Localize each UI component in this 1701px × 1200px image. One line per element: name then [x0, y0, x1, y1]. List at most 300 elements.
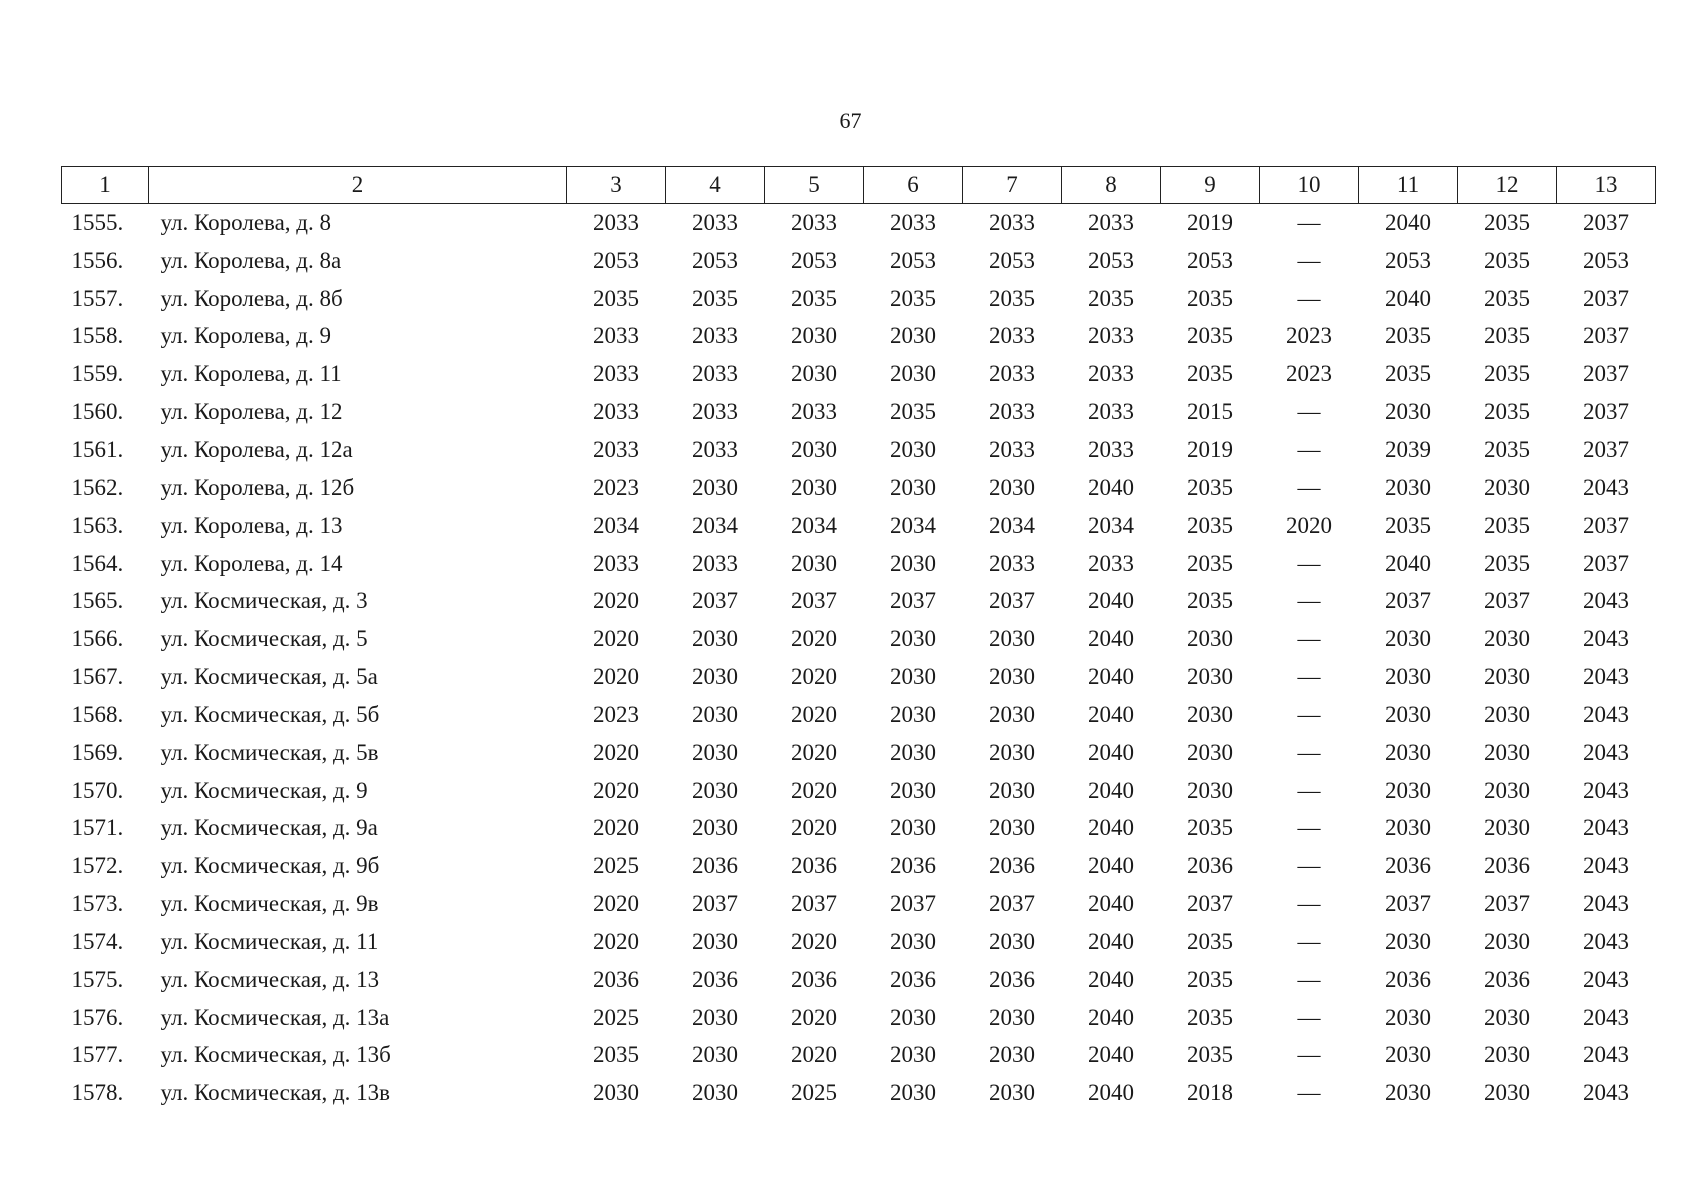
address-cell: ул. Королева, д. 11 — [160, 361, 342, 387]
value-cell: 2030 — [1385, 626, 1431, 652]
address-cell: ул. Королева, д. 8б — [160, 285, 343, 311]
value-cell: 2030 — [989, 474, 1035, 500]
address-cell: ул. Космическая, д. 13в — [160, 1080, 391, 1106]
value-cell: — — [1297, 891, 1321, 917]
row-number: 1568. — [71, 701, 124, 727]
value-cell: 2035 — [1187, 1004, 1233, 1030]
value-cell: 2037 — [1583, 361, 1629, 387]
table-row — [62, 885, 1656, 923]
value-cell: 2020 — [791, 815, 837, 841]
value-cell: 2020 — [791, 928, 837, 954]
value-cell: 2030 — [692, 1004, 738, 1030]
value-cell: 2036 — [791, 966, 837, 992]
table-row — [62, 734, 1656, 772]
value-cell: — — [1297, 1004, 1321, 1030]
value-cell: 2020 — [1286, 512, 1332, 538]
value-cell: 2030 — [989, 928, 1035, 954]
value-cell: 2053 — [890, 247, 936, 273]
value-cell: 2020 — [593, 588, 639, 614]
value-cell: 2035 — [1187, 928, 1233, 954]
value-cell: 2030 — [989, 777, 1035, 803]
value-cell: 2033 — [989, 550, 1035, 576]
value-cell: 2033 — [989, 361, 1035, 387]
address-cell: ул. Космическая, д. 5а — [160, 664, 378, 690]
table-row — [62, 620, 1656, 658]
row-number: 1563. — [71, 512, 124, 538]
value-cell: 2030 — [1187, 777, 1233, 803]
value-cell: 2035 — [1187, 512, 1233, 538]
value-cell: 2035 — [1484, 436, 1530, 462]
value-cell: 2025 — [593, 853, 639, 879]
value-cell: 2036 — [1187, 853, 1233, 879]
value-cell: 2053 — [1088, 247, 1134, 273]
value-cell: 2030 — [989, 701, 1035, 727]
value-cell: 2033 — [989, 399, 1035, 425]
value-cell: 2033 — [1088, 399, 1134, 425]
value-cell: 2035 — [1484, 285, 1530, 311]
value-cell: 2020 — [791, 664, 837, 690]
value-cell: — — [1297, 664, 1321, 690]
value-cell: 2036 — [1484, 966, 1530, 992]
value-cell: 2030 — [692, 1080, 738, 1106]
value-cell: 2035 — [1484, 209, 1530, 235]
value-cell: — — [1297, 588, 1321, 614]
value-cell: 2040 — [1088, 891, 1134, 917]
value-cell: — — [1297, 285, 1321, 311]
value-cell: 2035 — [692, 285, 738, 311]
value-cell: 2053 — [593, 247, 639, 273]
value-cell: 2030 — [1484, 701, 1530, 727]
value-cell: 2037 — [1583, 323, 1629, 349]
value-cell: 2030 — [1484, 928, 1530, 954]
address-cell: ул. Космическая, д. 9а — [160, 815, 378, 841]
table-row — [62, 923, 1656, 961]
row-number: 1560. — [71, 399, 124, 425]
value-cell: 2040 — [1385, 550, 1431, 576]
value-cell: 2037 — [1187, 891, 1233, 917]
value-cell: 2040 — [1088, 588, 1134, 614]
value-cell: 2030 — [1484, 1004, 1530, 1030]
column-header: 6 — [864, 167, 963, 204]
value-cell: 2020 — [593, 626, 639, 652]
table-row — [62, 318, 1656, 356]
value-cell: 2033 — [692, 436, 738, 462]
row-number: 1558. — [71, 323, 124, 349]
column-header: 1 — [62, 167, 149, 204]
table-row — [62, 393, 1656, 431]
value-cell: 2040 — [1385, 285, 1431, 311]
column-header: 10 — [1260, 167, 1359, 204]
address-cell: ул. Космическая, д. 5в — [160, 739, 379, 765]
value-cell: 2033 — [692, 209, 738, 235]
value-cell: 2020 — [593, 664, 639, 690]
value-cell: 2053 — [1583, 247, 1629, 273]
value-cell: 2030 — [692, 928, 738, 954]
value-cell: 2043 — [1583, 664, 1629, 690]
value-cell: 2035 — [593, 1042, 639, 1068]
value-cell: 2037 — [1583, 436, 1629, 462]
value-cell: 2020 — [791, 626, 837, 652]
value-cell: 2030 — [1385, 1080, 1431, 1106]
value-cell: 2033 — [1088, 436, 1134, 462]
value-cell: 2036 — [692, 853, 738, 879]
value-cell: 2043 — [1583, 739, 1629, 765]
value-cell: 2053 — [1187, 247, 1233, 273]
value-cell: 2034 — [593, 512, 639, 538]
value-cell: 2030 — [890, 550, 936, 576]
value-cell: 2034 — [989, 512, 1035, 538]
value-cell: — — [1297, 815, 1321, 841]
value-cell: 2030 — [1187, 626, 1233, 652]
row-number: 1557. — [71, 285, 124, 311]
row-number: 1572. — [71, 853, 124, 879]
row-number: 1576. — [71, 1004, 124, 1030]
value-cell: 2035 — [1187, 966, 1233, 992]
value-cell: 2030 — [1385, 815, 1431, 841]
value-cell: 2030 — [1385, 928, 1431, 954]
value-cell: 2043 — [1583, 928, 1629, 954]
row-number: 1559. — [71, 361, 124, 387]
value-cell: 2040 — [1088, 739, 1134, 765]
value-cell: 2030 — [692, 664, 738, 690]
value-cell: 2030 — [692, 1042, 738, 1068]
value-cell: 2036 — [989, 966, 1035, 992]
value-cell: 2033 — [1088, 550, 1134, 576]
value-cell: 2035 — [890, 285, 936, 311]
value-cell: 2030 — [890, 815, 936, 841]
value-cell: 2030 — [989, 1042, 1035, 1068]
value-cell: 2037 — [989, 891, 1035, 917]
row-number: 1575. — [71, 966, 124, 992]
value-cell: 2053 — [1385, 247, 1431, 273]
header-row — [62, 167, 1656, 204]
value-cell: 2030 — [1187, 739, 1233, 765]
value-cell: — — [1297, 1080, 1321, 1106]
value-cell: 2033 — [791, 399, 837, 425]
value-cell: 2033 — [1088, 361, 1134, 387]
value-cell: 2040 — [1088, 928, 1134, 954]
value-cell: 2030 — [890, 361, 936, 387]
table-row — [62, 658, 1656, 696]
row-number: 1578. — [71, 1080, 124, 1106]
value-cell: 2035 — [1484, 323, 1530, 349]
value-cell: 2019 — [1187, 209, 1233, 235]
value-cell: 2030 — [791, 436, 837, 462]
address-cell: ул. Космическая, д. 11 — [160, 928, 379, 954]
row-number: 1564. — [71, 550, 124, 576]
row-number: 1573. — [71, 891, 124, 917]
value-cell: 2043 — [1583, 966, 1629, 992]
value-cell: 2035 — [791, 285, 837, 311]
value-cell: 2020 — [791, 701, 837, 727]
value-cell: — — [1297, 739, 1321, 765]
value-cell: 2040 — [1088, 966, 1134, 992]
value-cell: 2037 — [1583, 285, 1629, 311]
value-cell: 2035 — [1484, 361, 1530, 387]
value-cell: 2030 — [1484, 1042, 1530, 1068]
row-number: 1569. — [71, 739, 124, 765]
value-cell: 2053 — [791, 247, 837, 273]
value-cell: 2019 — [1187, 436, 1233, 462]
value-cell: 2040 — [1385, 209, 1431, 235]
value-cell: 2043 — [1583, 1042, 1629, 1068]
value-cell: 2035 — [1187, 285, 1233, 311]
table-row — [62, 280, 1656, 318]
value-cell: 2030 — [1484, 626, 1530, 652]
column-header: 3 — [567, 167, 666, 204]
value-cell: 2030 — [1187, 701, 1233, 727]
value-cell: 2035 — [1484, 512, 1530, 538]
value-cell: 2030 — [1484, 474, 1530, 500]
table-header — [62, 167, 1656, 204]
value-cell: 2037 — [1583, 399, 1629, 425]
column-header: 4 — [666, 167, 765, 204]
value-cell: 2040 — [1088, 777, 1134, 803]
address-cell: ул. Королева, д. 8 — [160, 209, 332, 235]
value-cell: 2037 — [791, 588, 837, 614]
value-cell: 2030 — [1385, 777, 1431, 803]
value-cell: 2035 — [1484, 247, 1530, 273]
row-number: 1566. — [71, 626, 124, 652]
value-cell: 2040 — [1088, 626, 1134, 652]
value-cell: 2037 — [1385, 891, 1431, 917]
address-cell: ул. Королева, д. 9 — [160, 323, 332, 349]
value-cell: — — [1297, 474, 1321, 500]
value-cell: 2040 — [1088, 701, 1134, 727]
value-cell: 2033 — [890, 209, 936, 235]
value-cell: 2030 — [1484, 739, 1530, 765]
value-cell: 2030 — [692, 739, 738, 765]
value-cell: 2035 — [1385, 512, 1431, 538]
value-cell: 2043 — [1583, 815, 1629, 841]
value-cell: 2037 — [1583, 209, 1629, 235]
value-cell: 2035 — [1187, 550, 1233, 576]
value-cell: 2020 — [593, 739, 639, 765]
value-cell: 2035 — [1385, 361, 1431, 387]
row-number: 1577. — [71, 1042, 124, 1068]
value-cell: 2030 — [890, 626, 936, 652]
value-cell: 2030 — [989, 664, 1035, 690]
address-cell: ул. Космическая, д. 9 — [160, 777, 368, 803]
value-cell: 2053 — [692, 247, 738, 273]
value-cell: 2037 — [1484, 588, 1530, 614]
row-number: 1567. — [71, 664, 124, 690]
value-cell: 2030 — [890, 664, 936, 690]
value-cell: 2034 — [890, 512, 936, 538]
value-cell: 2025 — [593, 1004, 639, 1030]
value-cell: 2035 — [593, 285, 639, 311]
row-number: 1570. — [71, 777, 124, 803]
value-cell: 2035 — [1484, 399, 1530, 425]
value-cell: 2023 — [593, 701, 639, 727]
value-cell: 2030 — [1385, 1042, 1431, 1068]
value-cell: — — [1297, 209, 1321, 235]
value-cell: 2040 — [1088, 853, 1134, 879]
table-row — [62, 469, 1656, 507]
value-cell: 2015 — [1187, 399, 1233, 425]
address-cell: ул. Космическая, д. 13а — [160, 1004, 390, 1030]
value-cell: 2035 — [1385, 323, 1431, 349]
value-cell: 2043 — [1583, 474, 1629, 500]
column-header: 2 — [149, 167, 567, 204]
row-number: 1561. — [71, 436, 124, 462]
value-cell: 2034 — [791, 512, 837, 538]
value-cell: — — [1297, 399, 1321, 425]
value-cell: 2043 — [1583, 1004, 1629, 1030]
value-cell: 2030 — [1385, 399, 1431, 425]
value-cell: 2023 — [1286, 323, 1332, 349]
data-table — [61, 166, 1656, 1112]
value-cell: 2030 — [1385, 1004, 1431, 1030]
value-cell: 2030 — [791, 361, 837, 387]
value-cell: 2020 — [791, 1042, 837, 1068]
value-cell: 2030 — [989, 626, 1035, 652]
column-header: 5 — [765, 167, 864, 204]
value-cell: 2043 — [1583, 1080, 1629, 1106]
value-cell: 2039 — [1385, 436, 1431, 462]
value-cell: 2030 — [890, 739, 936, 765]
value-cell: — — [1297, 626, 1321, 652]
value-cell: 2030 — [692, 701, 738, 727]
value-cell: 2030 — [692, 815, 738, 841]
address-cell: ул. Космическая, д. 5 — [160, 626, 368, 652]
row-number: 1571. — [71, 815, 124, 841]
value-cell: 2037 — [791, 891, 837, 917]
value-cell: 2036 — [1385, 966, 1431, 992]
value-cell: 2033 — [692, 361, 738, 387]
value-cell: 2030 — [1385, 664, 1431, 690]
row-number: 1555. — [71, 209, 124, 235]
value-cell: 2033 — [692, 399, 738, 425]
value-cell: 2036 — [1484, 853, 1530, 879]
value-cell: 2043 — [1583, 777, 1629, 803]
table-row — [62, 961, 1656, 999]
value-cell: 2033 — [1088, 209, 1134, 235]
value-cell: 2030 — [1484, 815, 1530, 841]
column-header: 13 — [1557, 167, 1656, 204]
value-cell: 2020 — [593, 928, 639, 954]
value-cell: 2035 — [1088, 285, 1134, 311]
value-cell: 2030 — [593, 1080, 639, 1106]
row-number: 1565. — [71, 588, 124, 614]
value-cell: 2030 — [890, 701, 936, 727]
address-cell: ул. Космическая, д. 9в — [160, 891, 379, 917]
column-header: 11 — [1359, 167, 1458, 204]
value-cell: 2033 — [1088, 323, 1134, 349]
value-cell: 2030 — [692, 626, 738, 652]
value-cell: — — [1297, 436, 1321, 462]
value-cell: 2037 — [1484, 891, 1530, 917]
address-cell: ул. Королева, д. 13 — [160, 512, 343, 538]
address-cell: ул. Королева, д. 8а — [160, 247, 342, 273]
value-cell: 2037 — [1385, 588, 1431, 614]
value-cell: 2035 — [989, 285, 1035, 311]
value-cell: 2034 — [1088, 512, 1134, 538]
value-cell: 2033 — [593, 361, 639, 387]
value-cell: 2036 — [692, 966, 738, 992]
value-cell: 2030 — [1187, 664, 1233, 690]
value-cell: 2040 — [1088, 1080, 1134, 1106]
address-cell: ул. Космическая, д. 9б — [160, 853, 380, 879]
value-cell: — — [1297, 1042, 1321, 1068]
value-cell: — — [1297, 928, 1321, 954]
value-cell: 2030 — [890, 1080, 936, 1106]
value-cell: 2023 — [593, 474, 639, 500]
address-cell: ул. Королева, д. 12 — [160, 399, 343, 425]
value-cell: 2020 — [593, 777, 639, 803]
value-cell: 2037 — [989, 588, 1035, 614]
row-number: 1562. — [71, 474, 124, 500]
value-cell: 2018 — [1187, 1080, 1233, 1106]
table-row — [62, 582, 1656, 620]
value-cell: 2040 — [1088, 1042, 1134, 1068]
row-number: 1556. — [71, 247, 124, 273]
table-row — [62, 545, 1656, 583]
value-cell: 2030 — [890, 928, 936, 954]
value-cell: 2033 — [989, 323, 1035, 349]
value-cell: — — [1297, 701, 1321, 727]
value-cell: — — [1297, 247, 1321, 273]
value-cell: 2030 — [989, 1080, 1035, 1106]
table-row — [62, 242, 1656, 280]
value-cell: 2033 — [593, 209, 639, 235]
value-cell: 2037 — [890, 891, 936, 917]
value-cell: 2030 — [791, 323, 837, 349]
value-cell: 2036 — [791, 853, 837, 879]
value-cell: 2037 — [1583, 550, 1629, 576]
column-header: 12 — [1458, 167, 1557, 204]
value-cell: — — [1297, 777, 1321, 803]
value-cell: 2037 — [692, 588, 738, 614]
value-cell: 2036 — [989, 853, 1035, 879]
value-cell: 2037 — [1583, 512, 1629, 538]
value-cell: 2035 — [1187, 588, 1233, 614]
value-cell: 2030 — [989, 1004, 1035, 1030]
value-cell: 2040 — [1088, 474, 1134, 500]
address-cell: ул. Космическая, д. 13 — [160, 966, 380, 992]
value-cell: — — [1297, 853, 1321, 879]
column-header: 9 — [1161, 167, 1260, 204]
value-cell: 2035 — [1484, 550, 1530, 576]
table-row — [62, 1037, 1656, 1075]
value-cell: 2033 — [593, 436, 639, 462]
value-cell: 2030 — [890, 436, 936, 462]
value-cell: 2033 — [791, 209, 837, 235]
address-cell: ул. Космическая, д. 5б — [160, 701, 380, 727]
value-cell: 2035 — [1187, 323, 1233, 349]
value-cell: 2030 — [1385, 701, 1431, 727]
value-cell: 2030 — [989, 815, 1035, 841]
value-cell: 2033 — [692, 323, 738, 349]
address-cell: ул. Королева, д. 14 — [160, 550, 343, 576]
value-cell: 2030 — [1484, 1080, 1530, 1106]
table-row — [62, 999, 1656, 1037]
value-cell: 2040 — [1088, 1004, 1134, 1030]
value-cell: 2036 — [593, 966, 639, 992]
address-cell: ул. Королева, д. 12б — [160, 474, 355, 500]
value-cell: 2033 — [593, 550, 639, 576]
value-cell: 2033 — [692, 550, 738, 576]
value-cell: 2033 — [989, 209, 1035, 235]
value-cell: 2030 — [1484, 777, 1530, 803]
value-cell: 2043 — [1583, 626, 1629, 652]
value-cell: 2020 — [593, 891, 639, 917]
value-cell: 2035 — [1187, 815, 1233, 841]
value-cell: 2043 — [1583, 891, 1629, 917]
table-row — [62, 810, 1656, 848]
value-cell: 2053 — [989, 247, 1035, 273]
value-cell: 2030 — [890, 474, 936, 500]
